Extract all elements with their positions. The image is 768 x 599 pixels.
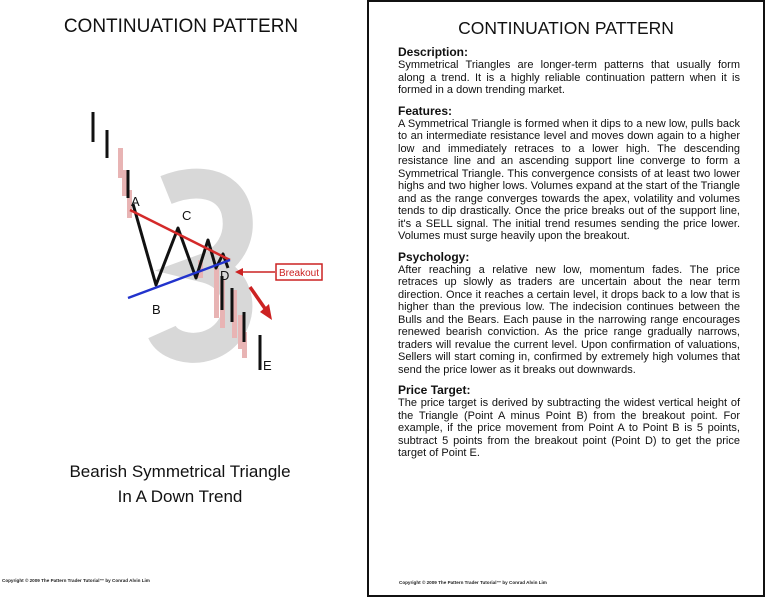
- left-page: [0, 0, 362, 599]
- section-body: The price target is derived by subtracting the widest vertical height of the Triangle (Point A minus Point B) from the breakout point. For example, if the price movement from Point A to Point B is 5 points, subtract 5 points from the breakout point (Point D) to get the price target of Point E.: [398, 397, 740, 459]
- section-title: Features:: [398, 103, 453, 118]
- down-arrow-icon: [250, 287, 272, 320]
- left-copyright: Copyright © 2009 The Pattern Trader Tutorial™ by Conrad Alvin Lim: [2, 578, 150, 583]
- section-psychology: [398, 251, 740, 377]
- triangle-chart: [78, 100, 348, 390]
- right-copyright: Copyright © 2009 The Pattern Trader Tutorial™ by Conrad Alvin Lim: [399, 580, 547, 585]
- label-e: E: [263, 358, 272, 373]
- section-description: [398, 46, 740, 97]
- label-c: C: [182, 208, 192, 223]
- section-body: A Symmetrical Triangle is formed when it dips to a new low, pulls back to an intermediate resistance level and moves down again to a higher low and immediately retraces to a lower high. The descending resistance line and an ascending support line converge to form a Symmetrical Triangle. This convergence consists of at least two lower highs and two higher lows. Volumes expand at the start of the Triangle and as the range converges towards the apex, volatility and volumes tends to dip drastically. Once the price breaks out of the support line, it's a SELL signal. The initial trend resumes sending the price lower. Volumes must surge heavily upon the breakout.: [398, 117, 740, 242]
- section-features: [398, 105, 740, 243]
- label-a: A: [131, 194, 140, 209]
- section-price-target: [398, 384, 740, 460]
- resistance-line: [130, 210, 230, 260]
- content-sections: [398, 46, 740, 468]
- section-title: Price Target:: [398, 383, 471, 397]
- label-d: D: [220, 268, 230, 283]
- breakout-callout: [235, 264, 322, 280]
- chart-caption-line1: Bearish Symmetrical Triangle: [69, 462, 291, 481]
- breakout-label: Breakout: [278, 268, 320, 279]
- section-body: Symmetrical Triangles are longer-term patterns that usually form along a trend. It is a highly reliable continuation pattern when it is formed in a down trending market.: [398, 59, 740, 96]
- left-page-title: CONTINUATION PATTERN: [63, 16, 299, 37]
- section-title: Description:: [398, 45, 469, 59]
- right-page-title: CONTINUATION PATTERN: [458, 18, 674, 38]
- section-title: Psychology:: [398, 249, 470, 264]
- chart-caption-line2: In A Down Trend: [117, 487, 243, 506]
- label-b: B: [152, 302, 161, 317]
- section-body: After reaching a relative new low, momentum fades. The price retraces up slowly as traders are uncertain about the near term direction. Once it reaches a certain level, it drops back to a low that is higher than the previous low. The indecision continues between the Bulls and the Bears. Each pause in the narrowing range encourages renewed bearish conviction. As the price range gradually narrows, traders will revalue the current level. Upon confirmation of valuations, Sellers will start coming in, confirmed by extremely high volumes that send the price lower as it breaks out downwards.: [398, 263, 740, 376]
- right-page: [367, 0, 765, 597]
